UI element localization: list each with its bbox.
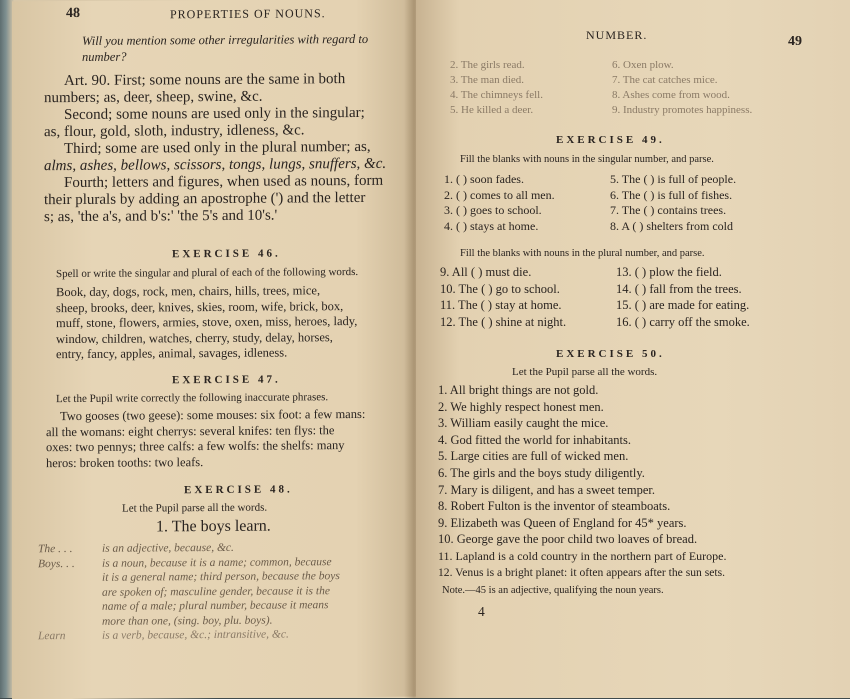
parse-text: is a verb, because, &c.; intransitive, &c. (102, 628, 289, 641)
exercise-48-sentence: 1. The boys learn. (156, 518, 271, 536)
exercise-47-instruction: Let the Pupil write correctly the following inaccurate phrases. (56, 391, 328, 406)
art90-line: their plurals by adding an apostrophe (') and the letter (44, 190, 416, 210)
sentence-item: 12. Venus is a bright planet: it often appears after the sun sets. (438, 565, 726, 582)
art90-line: alms, ashes, bellows, scissors, tongs, lungs, snuffers, &c. (44, 156, 416, 176)
exercise-47-title: EXERCISE 47. (172, 374, 281, 387)
exercise-49-instruction-singular: Fill the blanks with nouns in the singular number, and parse. (460, 153, 714, 166)
sentence-item: 6. Oxen plow. (612, 58, 752, 73)
sentence-item: 3. William easily caught the mice. (438, 415, 726, 432)
parse-block (38, 540, 340, 644)
exercise-50-sentences (438, 382, 726, 581)
phrase-line: all the womans: eight cherrys: several knifes: ten flys: the (46, 422, 365, 440)
blank-item: 5. The ( ) is full of people. (610, 172, 736, 188)
phrase-line: heros: broken tooths: two leafs. (46, 453, 365, 471)
sentence-item: 3. The man died. (450, 73, 543, 88)
word-list-line: sheep, brooks, deer, knives, skies, room, wife, brick, box, (56, 298, 357, 316)
sentence-item: 10. George gave the poor child two loaves of bread. (438, 531, 726, 548)
blank-item: 13. ( ) plow the field. (616, 264, 750, 281)
parse-text: is an adjective, because, &c. (102, 542, 234, 555)
sentence-item: 8. Ashes come from wood. (612, 88, 752, 103)
exercise-50-title: EXERCISE 50. (556, 348, 665, 360)
sentence-item: 5. Large cities are full of wicked men. (438, 448, 726, 465)
page-number-right: 49 (788, 34, 802, 50)
plural-blanks-left (440, 264, 566, 330)
art90-line: s; as, 'the a's, and b's:' 'the 5's and 10's.' (44, 207, 416, 227)
art90-line: numbers; as, deer, sheep, swine, &c. (44, 88, 416, 108)
exercise-50-instruction: Let the Pupil parse all the words. (512, 366, 657, 379)
sentence-item: 7. Mary is diligent, and has a sweet temper. (438, 482, 726, 499)
phrase-line: oxes: two pennys; three calfs: a few wolfs: the shelfs: many (46, 438, 365, 456)
exercise-49-title: EXERCISE 49. (556, 134, 665, 146)
sentence-item: 2. We highly respect honest men. (438, 399, 726, 416)
footnote: Note.—45 is an adjective, qualifying the noun years. (442, 584, 664, 597)
blank-item: 4. ( ) stays at home. (444, 219, 555, 235)
art90-line: as, flour, gold, sloth, industry, idleness, &c. (44, 122, 416, 142)
top-sentences-left (450, 58, 543, 118)
singular-blanks-left (444, 172, 555, 234)
running-header-right: NUMBER. (586, 28, 647, 43)
sentence-item: 1. All bright things are not gold. (438, 382, 726, 399)
art90-line: Fourth; letters and figures, when used as nouns, form (44, 173, 416, 193)
sentence-item: 2. The girls read. (450, 58, 543, 73)
sentence-item: 4. The chimneys fell. (450, 88, 543, 103)
sentence-item: 9. Industry promotes happiness. (612, 103, 752, 118)
blank-item: 1. ( ) soon fades. (444, 172, 555, 188)
blank-item: 16. ( ) carry off the smoke. (616, 314, 750, 331)
parse-text: are spoken of; masculine gender, because it is the (102, 585, 330, 599)
blank-item: 12. The ( ) shine at night. (440, 314, 566, 331)
blank-item: 2. ( ) comes to all men. (444, 188, 555, 204)
parse-word: Learn (38, 629, 102, 644)
blank-item: 6. The ( ) is full of fishes. (610, 188, 736, 204)
page-number-left: 48 (66, 6, 80, 22)
singular-blanks-right (610, 172, 736, 234)
blank-item: 3. ( ) goes to school. (444, 203, 555, 219)
art90-line: Third; some are used only in the plural number; as, (44, 139, 416, 159)
sentence-item: 8. Robert Fulton is the inventor of steamboats. (438, 498, 726, 515)
blank-item: 10. The ( ) go to school. (440, 281, 566, 298)
right-page (416, 0, 850, 698)
blank-item: 9. All ( ) must die. (440, 264, 566, 281)
word-list-line: window, children, watches, cherry, study, delay, horses, (56, 329, 357, 347)
sentence-item: 11. Lapland is a cold country in the northern part of Europe. (438, 548, 726, 565)
sentence-item: 6. The girls and the boys study diligently. (438, 465, 726, 482)
art90-line: Second; some nouns are used only in the singular; (44, 105, 416, 125)
blank-item: 11. The ( ) stay at home. (440, 297, 566, 314)
running-header-left: PROPERTIES OF NOUNS. (170, 6, 326, 22)
word-list-line: muff, stone, flowers, armies, stove, oxen, miss, heroes, lady, (56, 314, 357, 332)
parse-text: it is a general name; third person, because the boys (102, 570, 340, 584)
top-sentences-right (612, 58, 752, 118)
exercise-49-instruction-plural: Fill the blanks with nouns in the plural number, and parse. (460, 247, 705, 260)
parse-word: Boys. . . (38, 556, 102, 571)
sentence-item: 5. He killed a deer. (450, 103, 543, 118)
blank-item: 15. ( ) are made for eating. (616, 297, 750, 314)
sentence-item: 9. Elizabeth was Queen of England for 45* years. (438, 515, 726, 532)
art90-line: Art. 90. First; some nouns are the same in both (44, 71, 416, 91)
word-list-line: entry, fancy, apples, animal, savages, idleness. (56, 345, 357, 363)
parse-text: more than one, (sing. boy, plu. boys). (102, 614, 272, 627)
word-list-line: Book, day, dogs, rock, men, chairs, hills, trees, mice, (56, 283, 357, 301)
blank-item: 8. A ( ) shelters from cold (610, 219, 736, 235)
art90-block (44, 71, 416, 227)
blank-item: 7. The ( ) contains trees. (610, 203, 736, 219)
exercise-46-words (56, 283, 357, 363)
exercise-48-instruction: Let the Pupil parse all the words. (122, 502, 267, 516)
exercise-46-title: EXERCISE 46. (172, 248, 281, 261)
plural-blanks-right (616, 264, 750, 330)
exercise-48-title: EXERCISE 48. (184, 483, 293, 496)
signature-mark: 4 (478, 604, 485, 620)
parse-word: The . . . (38, 542, 102, 557)
parse-text: is a noun, because it is a name; common, because (102, 556, 332, 570)
sentence-item: 4. God fitted the world for inhabitants. (438, 432, 726, 449)
parse-text: name of a male; plural number, because it means (102, 599, 328, 613)
sentence-item: 7. The cat catches mice. (612, 73, 752, 88)
question-text: Will you mention some other irregularities with regard to number? (82, 31, 412, 65)
exercise-47-phrases (46, 407, 365, 471)
left-page (12, 0, 416, 699)
phrase-line: Two gooses (two geese): some mouses: six foot: a few mans: (46, 407, 365, 425)
exercise-46-instruction: Spell or write the singular and plural of each of the following words. (56, 266, 358, 281)
blank-item: 14. ( ) fall from the trees. (616, 281, 750, 298)
